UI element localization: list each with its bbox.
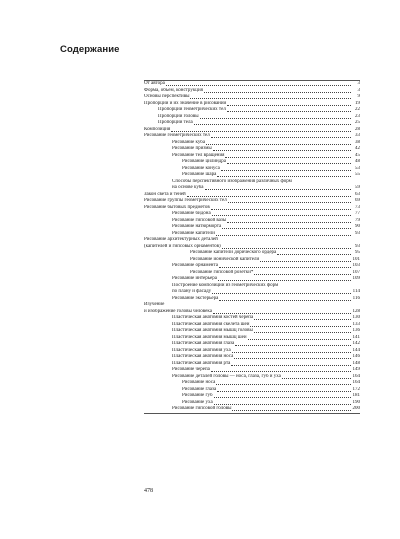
toc-entry-page: 63: [355, 191, 360, 197]
dot-leader: [248, 338, 351, 340]
toc-entry: [144, 406, 360, 413]
toc-entry-title: на основе куба: [172, 185, 204, 190]
dot-leader: [254, 273, 351, 275]
toc-entry-title: Рисование конуса: [182, 165, 220, 171]
toc-entry-title: Рисование ионической капители: [190, 256, 260, 262]
toc-entry-page: 9: [357, 94, 360, 99]
toc-entry-title: Рисование черепа: [172, 367, 210, 372]
toc-entry-title: Композиция: [144, 126, 171, 132]
toc-entry-title: Пропорции головы: [158, 113, 199, 119]
dot-leader: [228, 201, 351, 203]
toc-entry-page: 128: [352, 308, 360, 314]
toc-entry-title: Пластическая анатомия мышц шеи: [172, 334, 247, 340]
dot-leader: [277, 253, 351, 255]
toc-entry-page: 103: [352, 263, 360, 268]
toc-entry-title: Пропорции и их значение в рисовании: [144, 100, 227, 106]
dot-leader: [227, 104, 351, 106]
toc-entry-title: Рисование гипсовой вазы: [172, 217, 227, 223]
toc-entry-page: 114: [352, 289, 360, 294]
toc-entry-title: Пластическая анатомия скелета шеи: [172, 321, 250, 327]
dot-leader: [212, 214, 351, 216]
dot-leader: [214, 403, 351, 405]
toc-entry-title: Рисование группы геометрических тел: [144, 198, 227, 203]
dot-leader: [221, 169, 351, 171]
dot-leader: [254, 331, 351, 333]
dot-leader: [216, 383, 351, 385]
toc-entry-page: 48: [355, 159, 360, 164]
dot-leader: [211, 208, 351, 210]
toc-entry-title: Рисование глаза: [182, 386, 217, 392]
dot-leader: [234, 357, 351, 359]
toc-entry-title: Рисование призмы: [172, 146, 212, 151]
toc-entry-title: Пластическая анатомия костей черепа: [172, 315, 254, 320]
toc-entry-page: 22: [355, 107, 360, 112]
toc-entry-page: 95: [355, 250, 360, 255]
toc-entry-title: Рисование архитектурных деталей: [144, 237, 218, 242]
dot-leader: [194, 123, 351, 125]
dot-leader: [213, 312, 351, 314]
toc-entry-title: и изображение головы человека: [144, 308, 212, 314]
toc-entry-page: 90: [355, 224, 360, 229]
toc-entry-page: 148: [352, 360, 360, 366]
dot-leader: [222, 247, 351, 249]
toc-entry-title: Основы перспективы: [144, 94, 190, 99]
toc-entry-page: 200: [352, 406, 360, 411]
toc-entry-page: 19: [355, 100, 360, 106]
dot-leader: [260, 260, 351, 262]
dot-leader: [187, 195, 351, 197]
toc-entry-page: 142: [352, 341, 360, 346]
dot-leader: [205, 188, 351, 190]
dot-leader: [254, 318, 351, 320]
toc-entry-title: Рисование гипсовой головы: [172, 406, 232, 411]
dot-leader: [282, 377, 351, 379]
toc-entry-title: Рисование бытовых предметов: [144, 204, 210, 210]
dot-leader: [218, 279, 351, 281]
toc-entry-page: 53: [355, 165, 360, 171]
dot-leader: [227, 162, 351, 164]
dot-leader: [211, 136, 351, 138]
toc-entry-title: Пластическая анатомия рта: [172, 360, 231, 366]
toc-entry-page: 59: [355, 185, 360, 190]
toc-entry-page: 77: [355, 211, 360, 216]
toc-entry-page: 3: [357, 87, 360, 93]
toc-entry-title: Рисование орнамента: [172, 263, 218, 268]
toc-entry-page: 93: [355, 230, 360, 236]
toc-entry-page: 109: [352, 276, 360, 281]
dot-leader: [214, 396, 351, 398]
toc-entry-page: 107: [352, 269, 360, 275]
toc-entry-title: (капителей и гипсовых орнаментов): [144, 243, 221, 249]
toc-entry-page: 23: [355, 113, 360, 119]
dot-leader: [171, 130, 351, 132]
dot-leader: [166, 84, 351, 86]
toc-entry-title: по плану и фасаду: [172, 289, 212, 294]
toc-entry-title: Рисование гипсовой розетки*: [190, 269, 254, 275]
toc-entry-title: Форма, объем, конструкция: [144, 87, 203, 93]
toc-entry-title: Закон света и теней: [144, 191, 186, 197]
toc-entry-title: Рисование уха: [182, 399, 213, 405]
toc-entry-page: 93: [355, 243, 360, 249]
table-of-contents: [144, 80, 360, 414]
dot-leader: [225, 156, 351, 158]
toc-entry-page: 136: [352, 328, 360, 333]
dot-leader: [219, 266, 351, 268]
toc-entry-page: 164: [352, 373, 360, 379]
dot-leader: [200, 117, 351, 119]
toc-entry-page: 164: [352, 380, 360, 385]
toc-entry-title: Пластическая анатомия глаза: [172, 341, 235, 346]
toc-entry-page: 3: [357, 81, 360, 86]
toc-entry-page: 146: [352, 354, 360, 359]
toc-entry-title: Рисование деталей головы — носа, глаза, губ и уха: [172, 373, 281, 379]
dot-leader: [211, 370, 351, 372]
toc-entry-page: 141: [352, 334, 360, 340]
toc-entry-title: Пластическая анатомия уха: [172, 347, 231, 353]
toc-entry-title: Рисование натюрморта: [172, 224, 222, 229]
page-number: 478: [144, 488, 153, 494]
toc-entry-title: Пропорции геометрических тел: [158, 107, 226, 112]
dot-leader: [232, 351, 351, 353]
toc-entry-title: Пластическая анатомия мышц головы: [172, 328, 253, 333]
toc-entry-page: 79: [355, 217, 360, 223]
toc-entry-title: Способы перспективного изображения различных форм: [172, 178, 292, 184]
toc-entry-title: Рисование куба: [172, 139, 206, 145]
toc-entry-title: Рисование тел вращения: [172, 152, 225, 158]
page-title: Содержание: [60, 44, 120, 55]
toc-entry-page: 130: [352, 315, 360, 320]
dot-leader: [250, 325, 351, 327]
toc-entry-title: Рисование капители: [172, 230, 215, 236]
toc-entry-title: Рисование экстерьера: [172, 295, 219, 301]
toc-entry-title: Рисование носа: [182, 380, 216, 385]
dot-leader: [219, 299, 351, 301]
toc-entry-page: 28: [355, 126, 360, 132]
dot-leader: [217, 390, 351, 392]
toc-entry-title: Рисование интерьера: [172, 276, 217, 281]
toc-entry-page: 144: [352, 347, 360, 353]
toc-entry-page: 45: [355, 152, 360, 158]
toc-entry-title: Изучение: [144, 302, 165, 307]
dot-leader: [235, 344, 351, 346]
toc-entry-page: 38: [355, 139, 360, 145]
dot-leader: [231, 364, 351, 366]
dot-leader: [232, 409, 351, 411]
toc-entry-title: Пластическая анатомия носа: [172, 354, 234, 359]
toc-entry-title: Рисование цилиндра: [182, 159, 226, 164]
toc-entry-page: 133: [352, 321, 360, 327]
toc-entry-page: 149: [352, 367, 360, 372]
toc-entry-title: Рисование геометрических тел: [144, 133, 210, 138]
dot-leader: [213, 149, 351, 151]
toc-entry-page: 42: [355, 146, 360, 151]
toc-entry-title: Рисование губ: [182, 393, 213, 398]
toc-entry-page: 181: [352, 393, 360, 398]
dot-leader: [206, 143, 351, 145]
dot-leader: [212, 292, 351, 294]
dot-leader: [216, 234, 351, 236]
toc-entry-page: 116: [352, 295, 360, 301]
dot-leader: [227, 221, 351, 223]
toc-entry-title: Рисование капители дорического ордера: [190, 250, 277, 255]
toc-entry-page: 69: [355, 198, 360, 203]
dot-leader: [190, 97, 351, 99]
toc-entry-title: Построение композиции из геометрических форм: [172, 282, 279, 288]
toc-entry-page: 190: [352, 399, 360, 405]
dot-leader: [227, 110, 351, 112]
toc-entry-page: 73: [355, 204, 360, 210]
toc-entry-page: 33: [355, 133, 360, 138]
toc-entry-title: Рисование шара: [182, 172, 217, 177]
dot-leader: [204, 91, 351, 93]
toc-entry-title: Рисование бидона: [172, 211, 211, 216]
toc-entry-page: 25: [355, 120, 360, 125]
toc-entry-title: Пропорции тела: [158, 120, 193, 125]
toc-entry-page: 172: [352, 386, 360, 392]
dot-leader: [222, 227, 351, 229]
toc-entry-page: 55: [355, 172, 360, 177]
toc-entry-title: От автора: [144, 81, 165, 86]
toc-entry-page: 101: [352, 256, 360, 262]
dot-leader: [217, 175, 351, 177]
